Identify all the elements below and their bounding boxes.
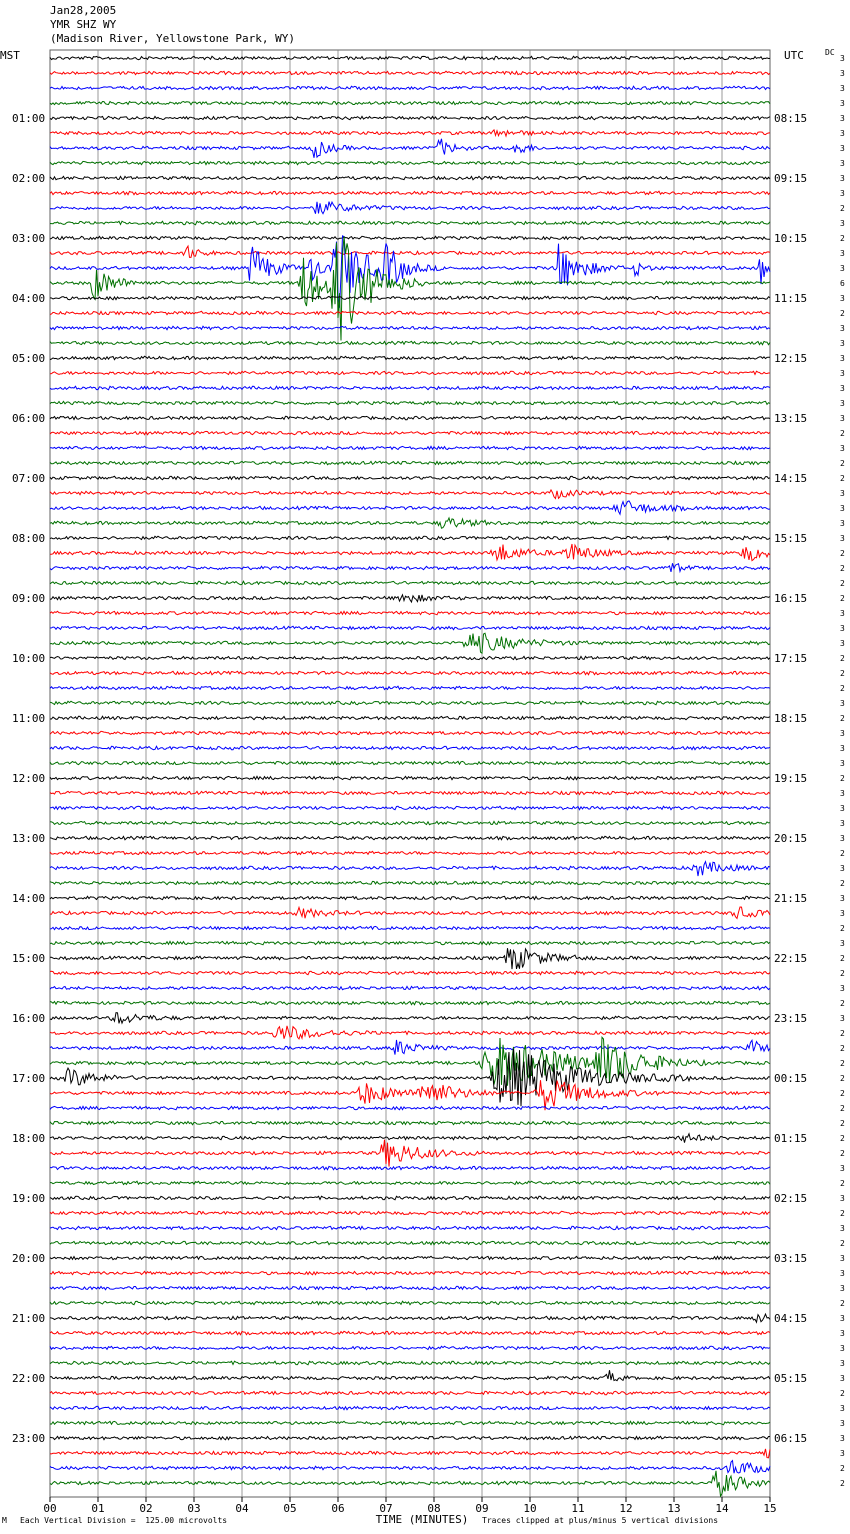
right-column-value: 2 bbox=[840, 234, 845, 243]
right-hour-label: 10:15 bbox=[774, 232, 808, 245]
trace-line-26 bbox=[50, 446, 770, 450]
right-column-value: 3 bbox=[840, 1359, 845, 1368]
right-column-value: 3 bbox=[840, 414, 845, 423]
right-column-value: 3 bbox=[840, 249, 845, 258]
x-tick-label: 10 bbox=[523, 1502, 537, 1515]
trace-line-16 bbox=[50, 296, 770, 299]
trace-line-54 bbox=[50, 862, 770, 876]
right-column-value: 2 bbox=[840, 1134, 845, 1143]
trace-line-27 bbox=[50, 461, 770, 464]
trace-line-46 bbox=[50, 746, 770, 749]
trace-line-12 bbox=[50, 236, 770, 239]
scale-note: Each Vertical Division = 125.00 microvolts bbox=[20, 1516, 228, 1525]
right-hour-label: 09:15 bbox=[774, 172, 808, 185]
trace-line-48 bbox=[50, 776, 770, 780]
right-column-value: 2 bbox=[840, 594, 845, 603]
trace-line-7 bbox=[50, 161, 770, 164]
trace-line-80 bbox=[50, 1256, 770, 1259]
right-column-value: 2 bbox=[840, 429, 845, 438]
trace-line-69 bbox=[50, 1080, 770, 1110]
left-hour-label: 23:00 bbox=[12, 1432, 46, 1445]
trace-line-42 bbox=[50, 686, 770, 689]
right-column-value: 3 bbox=[840, 534, 845, 543]
trace-line-74 bbox=[50, 1166, 770, 1169]
right-timezone-label: UTC bbox=[784, 49, 804, 62]
trace-line-70 bbox=[50, 1106, 770, 1110]
trace-line-38 bbox=[50, 626, 770, 629]
trace-line-88 bbox=[50, 1370, 770, 1381]
right-column-value: 3 bbox=[840, 264, 845, 273]
right-hour-label: 05:15 bbox=[774, 1372, 808, 1385]
right-column-value: 3 bbox=[840, 69, 845, 78]
trace-line-10 bbox=[50, 202, 770, 214]
right-column-value: 3 bbox=[840, 984, 845, 993]
trace-line-78 bbox=[50, 1226, 770, 1229]
right-column-value: 3 bbox=[840, 399, 845, 408]
trace-line-55 bbox=[50, 881, 770, 884]
right-column-value: 2 bbox=[840, 1059, 845, 1068]
trace-line-36 bbox=[50, 595, 770, 602]
left-hour-label: 07:00 bbox=[12, 472, 46, 485]
trace-line-25 bbox=[50, 431, 770, 434]
right-hour-label: 21:15 bbox=[774, 892, 808, 905]
trace-line-79 bbox=[50, 1241, 770, 1244]
trace-line-81 bbox=[50, 1271, 770, 1275]
trace-line-66 bbox=[50, 1040, 770, 1055]
trace-line-52 bbox=[50, 836, 770, 840]
left-hour-label: 14:00 bbox=[12, 892, 46, 905]
right-hour-label: 14:15 bbox=[774, 472, 808, 485]
right-column-value: 2 bbox=[840, 1209, 845, 1218]
right-column-value: 3 bbox=[840, 1284, 845, 1293]
right-column-value: 3 bbox=[840, 639, 845, 648]
left-hour-label: 19:00 bbox=[12, 1192, 46, 1205]
trace-line-58 bbox=[50, 926, 770, 929]
trace-line-82 bbox=[50, 1286, 770, 1289]
trace-line-61 bbox=[50, 971, 770, 974]
x-tick-label: 06 bbox=[331, 1502, 345, 1515]
right-column-value: 2 bbox=[840, 774, 845, 783]
right-column-value: 3 bbox=[840, 174, 845, 183]
right-column-value: 3 bbox=[840, 129, 845, 138]
right-column-value: 2 bbox=[840, 1104, 845, 1113]
right-column-value: 2 bbox=[840, 1389, 845, 1398]
trace-line-77 bbox=[50, 1211, 770, 1214]
right-column-value: 3 bbox=[840, 504, 845, 513]
x-tick-label: 11 bbox=[571, 1502, 585, 1515]
right-column-value: 2 bbox=[840, 1029, 845, 1038]
trace-line-71 bbox=[50, 1121, 770, 1124]
trace-line-5 bbox=[50, 130, 770, 136]
trace-line-68 bbox=[50, 1049, 770, 1106]
right-column-value: 3 bbox=[840, 819, 845, 828]
trace-line-11 bbox=[50, 221, 770, 225]
trace-line-63 bbox=[50, 1001, 770, 1004]
x-tick-label: 09 bbox=[475, 1502, 489, 1515]
right-column-value: 2 bbox=[840, 954, 845, 963]
left-hour-label: 10:00 bbox=[12, 652, 46, 665]
left-hour-label: 20:00 bbox=[12, 1252, 46, 1265]
right-column-value: 3 bbox=[840, 159, 845, 168]
right-hour-label: 15:15 bbox=[774, 532, 808, 545]
trace-line-51 bbox=[50, 821, 770, 824]
x-tick-label: 05 bbox=[283, 1502, 297, 1515]
x-tick-label: 02 bbox=[139, 1502, 153, 1515]
trace-line-18 bbox=[50, 326, 770, 329]
right-hour-label: 16:15 bbox=[774, 592, 808, 605]
trace-line-37 bbox=[50, 611, 770, 615]
right-column-value: 3 bbox=[840, 909, 845, 918]
right-column-value: 3 bbox=[840, 1314, 845, 1323]
trace-line-49 bbox=[50, 791, 770, 794]
trace-line-45 bbox=[50, 731, 770, 734]
trace-line-95 bbox=[50, 1471, 770, 1496]
trace-line-1 bbox=[50, 71, 770, 75]
trace-line-30 bbox=[50, 501, 770, 514]
x-tick-label: 15 bbox=[763, 1502, 777, 1515]
right-column-value: 2 bbox=[840, 459, 845, 468]
right-hour-label: 01:15 bbox=[774, 1132, 808, 1145]
right-hour-label: 13:15 bbox=[774, 412, 808, 425]
right-column-value: 2 bbox=[840, 1179, 845, 1188]
right-column-value: 2 bbox=[840, 879, 845, 888]
right-column-value: 2 bbox=[840, 969, 845, 978]
x-tick-label: 04 bbox=[235, 1502, 249, 1515]
trace-line-43 bbox=[50, 701, 770, 705]
right-column-value: 3 bbox=[840, 789, 845, 798]
left-hour-label: 21:00 bbox=[12, 1312, 46, 1325]
right-column-value: 3 bbox=[840, 1434, 845, 1443]
x-tick-label: 13 bbox=[667, 1502, 681, 1515]
right-column-value: 3 bbox=[840, 144, 845, 153]
right-hour-label: 12:15 bbox=[774, 352, 808, 365]
left-hour-label: 04:00 bbox=[12, 292, 46, 305]
left-hour-label: 06:00 bbox=[12, 412, 46, 425]
trace-line-8 bbox=[50, 176, 770, 180]
trace-line-83 bbox=[50, 1301, 770, 1304]
right-hour-label: 23:15 bbox=[774, 1012, 808, 1025]
trace-line-86 bbox=[50, 1346, 770, 1350]
right-column-value: 6 bbox=[840, 279, 845, 288]
right-column-value: 3 bbox=[840, 384, 845, 393]
right-column-value: 3 bbox=[840, 624, 845, 633]
right-column-value: 3 bbox=[840, 939, 845, 948]
right-column-value: 2 bbox=[840, 1074, 845, 1083]
right-column-value: 3 bbox=[840, 1194, 845, 1203]
right-column-value: 2 bbox=[840, 684, 845, 693]
trace-line-60 bbox=[50, 948, 770, 969]
right-column-value: 3 bbox=[840, 444, 845, 453]
right-hour-label: 19:15 bbox=[774, 772, 808, 785]
trace-line-6 bbox=[50, 139, 770, 158]
right-column-value: 2 bbox=[840, 1044, 845, 1053]
right-column-value: 3 bbox=[840, 1269, 845, 1278]
corner-mark: M bbox=[2, 1516, 7, 1525]
right-column-value: 3 bbox=[840, 519, 845, 528]
left-hour-label: 05:00 bbox=[12, 352, 46, 365]
right-column-value: 3 bbox=[840, 1419, 845, 1428]
x-tick-label: 14 bbox=[715, 1502, 729, 1515]
x-tick-label: 01 bbox=[91, 1502, 105, 1515]
trace-line-56 bbox=[50, 896, 770, 899]
trace-line-76 bbox=[50, 1196, 770, 1200]
right-column-value: 3 bbox=[840, 1374, 845, 1383]
trace-line-62 bbox=[50, 986, 770, 990]
chart-date: Jan28,2005 bbox=[50, 4, 117, 17]
trace-line-75 bbox=[50, 1181, 770, 1184]
trace-line-33 bbox=[50, 544, 770, 561]
dc-label: DC bbox=[825, 48, 835, 57]
trace-line-17 bbox=[50, 311, 770, 314]
right-column-value: 2 bbox=[840, 1089, 845, 1098]
clip-note: Traces clipped at plus/minus 5 vertical divisions bbox=[482, 1516, 719, 1525]
left-hour-label: 13:00 bbox=[12, 832, 46, 845]
right-column-value: 3 bbox=[840, 744, 845, 753]
right-column-value: 3 bbox=[840, 294, 845, 303]
trace-line-41 bbox=[50, 671, 770, 675]
trace-line-64 bbox=[50, 1013, 770, 1024]
left-hour-label: 03:00 bbox=[12, 232, 46, 245]
right-hour-label: 03:15 bbox=[774, 1252, 808, 1265]
right-column-value: 2 bbox=[840, 564, 845, 573]
right-hour-label: 02:15 bbox=[774, 1192, 808, 1205]
right-column-value: 2 bbox=[840, 654, 845, 663]
right-column-value: 3 bbox=[840, 354, 845, 363]
right-hour-label: 17:15 bbox=[774, 652, 808, 665]
right-column-value: 2 bbox=[840, 1479, 845, 1488]
trace-line-35 bbox=[50, 581, 770, 584]
right-column-value: 3 bbox=[840, 114, 845, 123]
right-hour-label: 18:15 bbox=[774, 712, 808, 725]
right-hour-label: 08:15 bbox=[774, 112, 808, 125]
left-hour-labels bbox=[12, 112, 45, 1445]
right-column-value: 3 bbox=[840, 729, 845, 738]
right-hour-label: 22:15 bbox=[774, 952, 808, 965]
trace-line-44 bbox=[50, 716, 770, 719]
trace-line-24 bbox=[50, 416, 770, 419]
right-hour-label: 06:15 bbox=[774, 1432, 808, 1445]
trace-line-21 bbox=[50, 371, 770, 375]
right-column-value: 3 bbox=[840, 54, 845, 63]
trace-line-32 bbox=[50, 536, 770, 540]
trace-line-23 bbox=[50, 401, 770, 404]
trace-line-47 bbox=[50, 761, 770, 764]
right-column-value: 3 bbox=[840, 609, 845, 618]
right-column-value: 3 bbox=[840, 759, 845, 768]
trace-line-94 bbox=[50, 1461, 770, 1474]
trace-line-28 bbox=[50, 476, 770, 479]
left-hour-label: 17:00 bbox=[12, 1072, 46, 1085]
trace-line-20 bbox=[50, 356, 770, 359]
right-column-value: 2 bbox=[840, 1464, 845, 1473]
x-tick-label: 00 bbox=[43, 1502, 57, 1515]
right-column-value: 2 bbox=[840, 849, 845, 858]
trace-line-85 bbox=[50, 1331, 770, 1334]
trace-line-31 bbox=[50, 518, 770, 528]
trace-line-50 bbox=[50, 806, 770, 809]
x-axis-label: TIME (MINUTES) bbox=[375, 1513, 469, 1526]
right-column-value: 3 bbox=[840, 84, 845, 93]
left-hour-label: 18:00 bbox=[12, 1132, 46, 1145]
right-hour-label: 11:15 bbox=[774, 292, 808, 305]
right-column-value: 3 bbox=[840, 864, 845, 873]
trace-line-57 bbox=[50, 907, 770, 918]
trace-line-19 bbox=[50, 341, 770, 345]
right-column-value: 2 bbox=[840, 309, 845, 318]
right-column-values bbox=[840, 54, 845, 1488]
trace-line-9 bbox=[50, 191, 770, 195]
right-column-value: 3 bbox=[840, 99, 845, 108]
trace-line-29 bbox=[50, 490, 770, 499]
right-column-value: 3 bbox=[840, 1404, 845, 1413]
right-column-value: 3 bbox=[840, 1224, 845, 1233]
right-hour-label: 04:15 bbox=[774, 1312, 808, 1325]
right-column-value: 2 bbox=[840, 714, 845, 723]
trace-line-3 bbox=[50, 101, 770, 104]
right-column-value: 3 bbox=[840, 219, 845, 228]
x-tick-label: 08 bbox=[427, 1502, 441, 1515]
right-column-value: 3 bbox=[840, 1329, 845, 1338]
right-column-value: 2 bbox=[840, 1299, 845, 1308]
trace-line-59 bbox=[50, 941, 770, 945]
trace-line-93 bbox=[50, 1449, 770, 1458]
right-column-value: 3 bbox=[840, 369, 845, 378]
trace-line-65 bbox=[50, 1026, 770, 1039]
trace-line-22 bbox=[50, 386, 770, 390]
trace-line-73 bbox=[50, 1140, 770, 1167]
trace-line-89 bbox=[50, 1391, 770, 1394]
trace-line-91 bbox=[50, 1421, 770, 1425]
trace-line-13 bbox=[50, 246, 770, 257]
right-column-value: 2 bbox=[840, 669, 845, 678]
seismic-traces bbox=[50, 56, 770, 1496]
left-hour-label: 11:00 bbox=[12, 712, 46, 725]
right-column-value: 3 bbox=[840, 1254, 845, 1263]
x-tick-label: 12 bbox=[619, 1502, 633, 1515]
trace-line-92 bbox=[50, 1436, 770, 1439]
x-tick-label: 07 bbox=[379, 1502, 393, 1515]
right-column-value: 3 bbox=[840, 1164, 845, 1173]
right-column-value: 2 bbox=[840, 1239, 845, 1248]
right-column-value: 2 bbox=[840, 924, 845, 933]
left-hour-label: 15:00 bbox=[12, 952, 46, 965]
right-column-value: 3 bbox=[840, 339, 845, 348]
trace-line-0 bbox=[50, 56, 770, 59]
trace-line-34 bbox=[50, 563, 770, 572]
right-column-value: 3 bbox=[840, 699, 845, 708]
right-column-value: 3 bbox=[840, 489, 845, 498]
right-column-value: 2 bbox=[840, 474, 845, 483]
right-hour-labels bbox=[774, 112, 807, 1445]
x-tick-label: 03 bbox=[187, 1502, 201, 1515]
right-column-value: 2 bbox=[840, 204, 845, 213]
trace-line-40 bbox=[50, 656, 770, 659]
right-column-value: 3 bbox=[840, 1014, 845, 1023]
trace-line-90 bbox=[50, 1406, 770, 1409]
right-column-value: 2 bbox=[840, 999, 845, 1008]
right-column-value: 3 bbox=[840, 324, 845, 333]
trace-line-87 bbox=[50, 1361, 770, 1365]
right-column-value: 3 bbox=[840, 189, 845, 198]
left-hour-label: 02:00 bbox=[12, 172, 46, 185]
right-column-value: 3 bbox=[840, 804, 845, 813]
right-column-value: 3 bbox=[840, 1344, 845, 1353]
right-column-value: 2 bbox=[840, 579, 845, 588]
trace-line-2 bbox=[50, 86, 770, 90]
trace-line-39 bbox=[50, 633, 770, 653]
trace-line-4 bbox=[50, 116, 770, 119]
right-column-value: 2 bbox=[840, 1119, 845, 1128]
right-column-value: 2 bbox=[840, 1149, 845, 1158]
right-column-value: 3 bbox=[840, 894, 845, 903]
left-hour-label: 09:00 bbox=[12, 592, 46, 605]
right-hour-label: 20:15 bbox=[774, 832, 808, 845]
left-hour-label: 12:00 bbox=[12, 772, 46, 785]
left-hour-label: 16:00 bbox=[12, 1012, 46, 1025]
right-column-value: 2 bbox=[840, 549, 845, 558]
trace-line-72 bbox=[50, 1134, 770, 1143]
left-timezone-label: MST bbox=[0, 49, 20, 62]
left-hour-label: 08:00 bbox=[12, 532, 46, 545]
left-hour-label: 01:00 bbox=[12, 112, 46, 125]
right-column-value: 3 bbox=[840, 834, 845, 843]
trace-line-84 bbox=[50, 1314, 770, 1322]
station-location: (Madison River, Yellowstone Park, WY) bbox=[50, 32, 296, 45]
right-hour-label: 00:15 bbox=[774, 1072, 808, 1085]
station-code: YMR SHZ WY bbox=[50, 18, 117, 31]
left-hour-label: 22:00 bbox=[12, 1372, 46, 1385]
trace-line-53 bbox=[50, 851, 770, 854]
right-column-value: 3 bbox=[840, 1449, 845, 1458]
